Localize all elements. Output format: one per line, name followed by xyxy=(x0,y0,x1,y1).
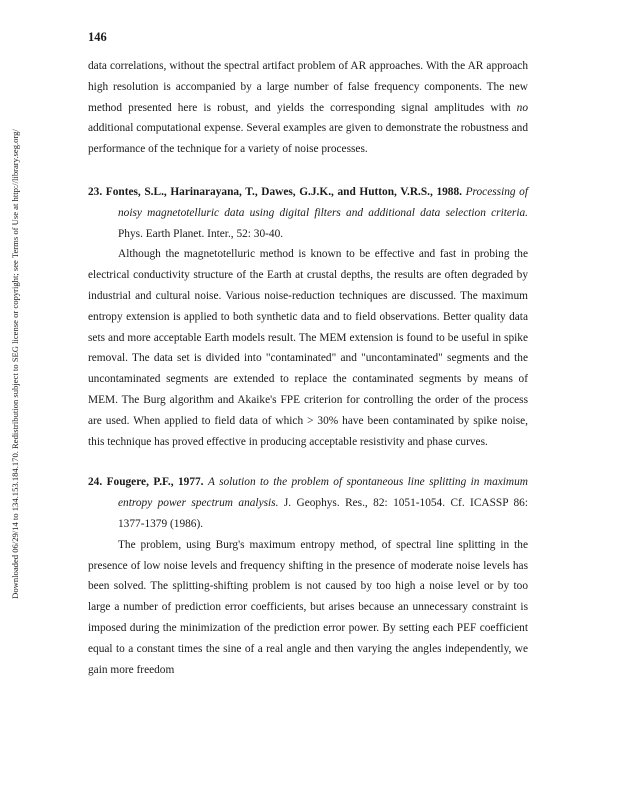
entry-authors: Fougere, P.F., 1977. xyxy=(106,476,204,489)
page-content xyxy=(88,56,528,680)
intro-text: data correlations, without the spectral artifact problem of AR approaches. With the AR approach high resolution is accompanied by a large number of false frequency components. The new method presented here is robust, and yields the corresponding signal amplitudes with xyxy=(88,60,528,114)
entry-title: Processing of noisy magnetotelluric data using digital filters and additional data selection criteria. xyxy=(118,185,528,219)
entry-number: 24. xyxy=(88,476,103,489)
entry-citation: Phys. Earth Planet. Inter., 52: 30-40. xyxy=(118,227,284,240)
entry-abstract: The problem, using Burg's maximum entropy method, of spectral line splitting in the presence of low noise levels and frequency shifting in the presence of moderate noise levels has been solved. The splitting-shifting problem is not caused by too high a noise level or by too large a number of prediction error coefficients, but arises because an unnecessary constraint is imposed during the minimization of the prediction error power. By setting each PEF coefficient equal to a constant times the sine of a real angle and then varying the angles independently, we gain more freedom xyxy=(88,538,528,676)
entry-title: A solution to the problem of spontaneous line splitting in maximum entropy power spectrum analysis. xyxy=(118,476,528,510)
page-number: 146 xyxy=(88,30,107,44)
intro-paragraph xyxy=(88,56,528,160)
download-notice xyxy=(4,126,25,602)
reference-entry-23 xyxy=(88,182,528,244)
entry-number: 23. xyxy=(88,185,103,198)
reference-entry-24 xyxy=(88,472,528,534)
download-notice-text: Downloaded 06/29/14 to 134.153.184.170. Redistribution subject to SEG license or copyright; see Terms of Use at http://library.seg.org/ xyxy=(9,129,20,599)
entry-authors: Fontes, S.L., Harinarayana, T., Dawes, G.J.K., and Hutton, V.R.S., 1988. xyxy=(105,185,462,198)
entry-citation: J. Geophys. Res., 82: 1051-1054. Cf. ICASSP 86: 1377-1379 (1986). xyxy=(118,497,529,530)
entry-abstract: Although the magnetotelluric method is known to be effective and fast in probing the electrical conductivity structure of the Earth at crustal depths, the results are often degraded by industrial and cultural noise. Various noise-reduction techniques are discussed. The maximum entropy extension is applied to both synthetic data and to field observations. Better quality data sets and more acceptable Earth models result. The MEM extension is found to be useful in spike removal. The data set is divided into "contaminated" and "uncontaminated" segments and the uncontaminated segments are extended to replace the contaminated segments by means of MEM. The Burg algorithm and Akaike's FPE criterion for controlling the order of the process are used. When applied to field data of which > 30% have been contaminated by spike noise, this technique has proved effective in producing acceptable resistivity and phase curves. xyxy=(88,248,528,448)
intro-emphasis: no xyxy=(516,101,528,114)
intro-text-end: additional computational expense. Several examples are given to demonstrate the robustness and performance of the technique for a variety of noise processes. xyxy=(88,122,528,156)
